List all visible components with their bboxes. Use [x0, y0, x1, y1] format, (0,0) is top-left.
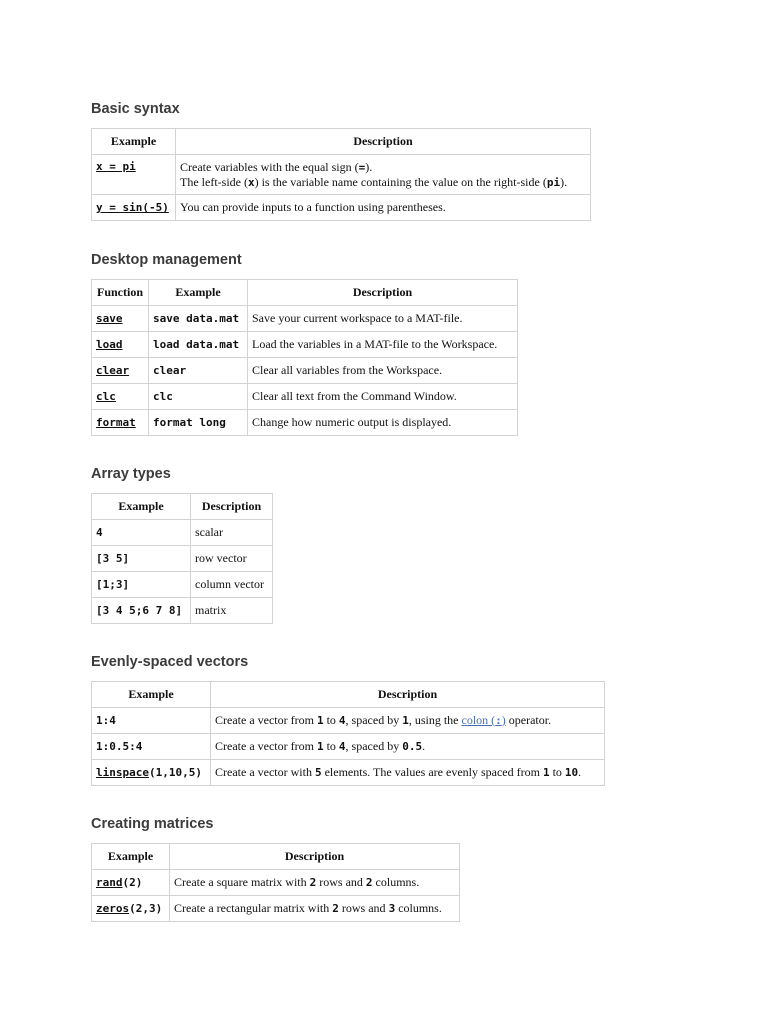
desc-code: 1 [402, 714, 409, 727]
table-row [92, 546, 273, 572]
desc-code: 4 [338, 714, 346, 727]
desc-text: . [578, 765, 582, 779]
desc-text: to [549, 765, 565, 779]
desc-text: rows and [316, 875, 366, 889]
table-row [92, 195, 591, 221]
desc-code: 2 [365, 876, 373, 889]
desc-text: ) is the variable name containing the value on the right-side ( [254, 174, 547, 189]
example-code: [3 5] [96, 552, 130, 565]
column-header: Example [92, 494, 191, 520]
function-link[interactable]: clear [96, 364, 130, 377]
desc-code: = [358, 160, 366, 174]
table-row [92, 410, 518, 436]
desc-text: ). [560, 174, 568, 189]
description-cell: Clear all text from the Command Window. [248, 384, 518, 410]
desc-text: . [422, 739, 426, 753]
table-row [92, 572, 273, 598]
desc-text: elements. The values are evenly spaced from [321, 765, 543, 779]
linspace-link[interactable]: linspace [96, 766, 149, 779]
description-cell: Save your current workspace to a MAT-file. [248, 306, 518, 332]
function-link[interactable]: save [96, 312, 123, 325]
desc-text: ). [365, 159, 373, 174]
description-cell [176, 155, 591, 195]
section-title: Evenly-spaced vectors [91, 654, 249, 670]
section-evenly-spaced-vectors [91, 653, 605, 786]
desc-code: 1 [316, 740, 324, 753]
example-code: 1:4 [96, 714, 116, 727]
example-code: clear [153, 364, 187, 377]
desc-code: 2 [332, 902, 339, 915]
desc-code: pi [546, 175, 561, 189]
table-row [92, 306, 518, 332]
section-title: Array types [91, 466, 171, 482]
description-cell: Clear all variables from the Workspace. [248, 358, 518, 384]
table-header-row [92, 494, 273, 520]
table-row [92, 760, 605, 786]
section-title: Desktop management [91, 252, 242, 268]
desc-text: , spaced by [345, 713, 403, 727]
link-text: ) [501, 713, 506, 727]
link-code: : [495, 714, 502, 727]
evenly-spaced-table [91, 681, 605, 786]
desc-text: Create a square matrix with [174, 875, 310, 889]
desc-code: 5 [314, 766, 322, 779]
desc-text: Create variables with the equal sign ( [180, 159, 359, 174]
link-text: colon ( [461, 713, 496, 727]
column-header: Example [92, 129, 176, 155]
example-code: clc [153, 390, 173, 403]
desktop-management-table [91, 279, 518, 436]
description-cell [211, 760, 605, 786]
basic-syntax-table [91, 128, 591, 221]
column-header: Example [92, 844, 170, 870]
example-code: save data.mat [153, 312, 240, 325]
example-args: (1,10,5) [148, 766, 202, 779]
description-cell [170, 896, 460, 922]
description-cell: Change how numeric output is displayed. [248, 410, 518, 436]
desc-code: x [247, 175, 255, 189]
table-row [92, 358, 518, 384]
function-link[interactable]: format [96, 416, 136, 429]
description-cell [170, 870, 460, 896]
desc-code: 1 [316, 714, 324, 727]
table-row [92, 896, 460, 922]
zeros-link[interactable]: zeros [96, 902, 130, 915]
example-args: (2,3) [129, 902, 163, 915]
column-header: Example [92, 682, 211, 708]
section-array-types [91, 465, 273, 624]
array-types-table [91, 493, 273, 624]
table-row [92, 155, 591, 195]
table-header-row [92, 844, 460, 870]
example-code: 4 [96, 526, 103, 539]
example-code-link[interactable]: x = pi [96, 160, 136, 173]
desc-code: 10 [564, 766, 579, 779]
description-cell: scalar [191, 520, 273, 546]
table-header-row [92, 129, 591, 155]
desc-text: to [323, 739, 339, 753]
description-cell [211, 708, 605, 734]
example-code: [1;3] [96, 578, 130, 591]
table-header-row [92, 682, 605, 708]
desc-text: Create a vector with [215, 765, 315, 779]
description-cell: Load the variables in a MAT-file to the Workspace. [248, 332, 518, 358]
table-header-row [92, 280, 518, 306]
desc-text: to [323, 713, 339, 727]
desc-text: columns. [395, 901, 442, 915]
section-creating-matrices [91, 815, 460, 922]
column-header: Function [92, 280, 149, 306]
desc-text: rows and [338, 901, 389, 915]
creating-matrices-table [91, 843, 460, 922]
table-row [92, 332, 518, 358]
description-cell: You can provide inputs to a function using parentheses. [176, 195, 591, 221]
table-row [92, 598, 273, 624]
table-row [92, 708, 605, 734]
colon-operator-link[interactable] [462, 713, 506, 727]
desc-text: operator. [505, 713, 552, 727]
table-row [92, 734, 605, 760]
desc-code: 1 [542, 766, 550, 779]
desc-text: , spaced by [345, 739, 403, 753]
section-title: Basic syntax [91, 101, 180, 117]
rand-link[interactable]: rand [96, 876, 123, 889]
table-row [92, 870, 460, 896]
desc-code: 2 [309, 876, 317, 889]
desc-text: Create a vector from [215, 739, 317, 753]
example-code: [3 4 5;6 7 8] [96, 604, 183, 617]
function-link[interactable]: load [96, 338, 123, 351]
desc-text: , using the [408, 713, 462, 727]
desc-text: columns. [372, 875, 420, 889]
column-header: Description [211, 682, 605, 708]
desc-text: Create a rectangular matrix with [174, 901, 333, 915]
section-title: Creating matrices [91, 816, 214, 832]
table-row [92, 384, 518, 410]
example-code: format long [153, 416, 226, 429]
column-header: Description [176, 129, 591, 155]
description-cell: row vector [191, 546, 273, 572]
column-header: Description [191, 494, 273, 520]
example-code: 1:0.5:4 [96, 740, 143, 753]
column-header: Example [149, 280, 248, 306]
function-link[interactable]: clc [96, 390, 116, 403]
example-code-link[interactable]: y = sin(-5) [96, 201, 169, 214]
desc-text: Create a vector from [215, 713, 317, 727]
example-code: load data.mat [153, 338, 240, 351]
table-row [92, 520, 273, 546]
example-args: (2) [122, 876, 143, 889]
section-basic-syntax [91, 100, 591, 221]
column-header: Description [170, 844, 460, 870]
column-header: Description [248, 280, 518, 306]
description-cell: matrix [191, 598, 273, 624]
desc-code: 0.5 [402, 740, 423, 753]
desc-code: 3 [388, 902, 396, 915]
description-cell: column vector [191, 572, 273, 598]
description-cell [211, 734, 605, 760]
desc-text: The left-side ( [180, 174, 248, 189]
section-desktop-management [91, 251, 518, 436]
desc-code: 4 [338, 740, 346, 753]
